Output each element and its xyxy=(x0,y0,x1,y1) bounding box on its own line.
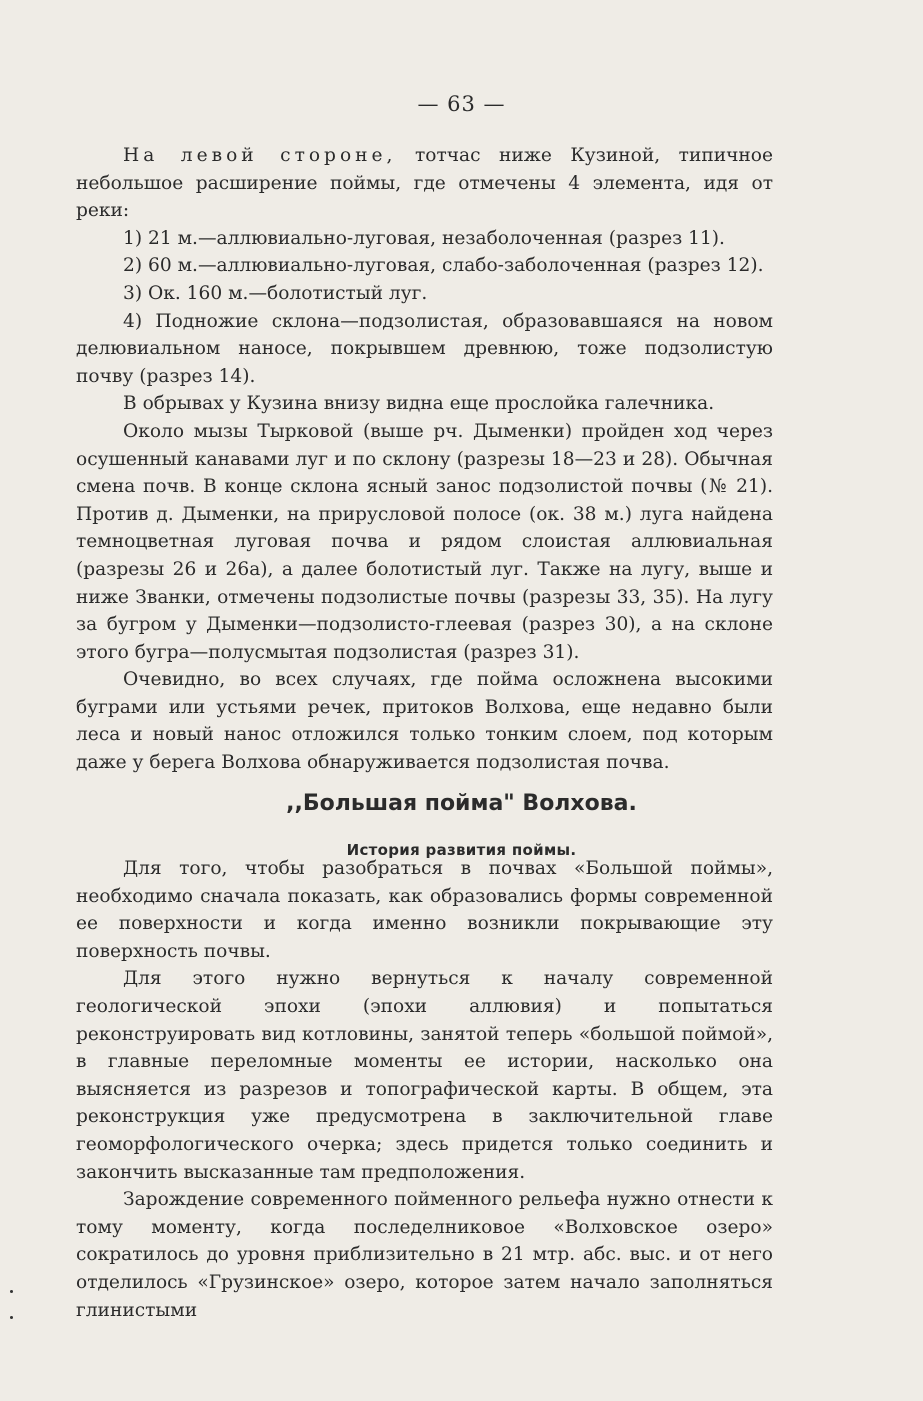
spaced-emphasis: На левой стороне, xyxy=(123,145,397,166)
paragraph xyxy=(76,142,773,225)
page-number: — 63 — xyxy=(417,92,506,116)
paragraph: Для этого нужно вернуться к началу современной геологической эпохи (эпохи аллювия) и попытаться реконструировать вид котловины, занятой теперь «большой поймой», в главные переломные моменты ее истории, насколько она выясняется из разрезов и топографической карты. В общем, эта реконструкция уже предусмотрена в заключительной главе геоморфологического очерка; здесь придется только соединить и закончить высказанные там предположения. xyxy=(76,968,773,1183)
section-subtitle: История развития поймы. xyxy=(346,841,577,859)
list-item: 1) 21 м.—аллювиально-луговая, незаболоченная (разрез 11). xyxy=(123,227,725,249)
list-item: 4) Подножие склона—подзолистая, образовавшаяся на новом делювиальном наносе, покрывшем древнюю, тоже подзолистую почву (разрез 14). xyxy=(76,310,773,387)
paragraph-text: тотчас ниже Кузиной, типичное небольшое расширение поймы, где отмечены 4 элемента, идя от реки: xyxy=(76,145,774,222)
text-block-upper xyxy=(76,142,773,777)
section-title: ,,Большая пойма" Волхова. xyxy=(286,791,637,816)
paragraph: Около мызы Тырковой (выше рч. Дыменки) пройден ход через осушенный канавами луг и по склону (разрезы 18—23 и 28). Обычная смена почв. В конце склона ясный занос подзолистой почвы (№ 21). Против д. Дыменки, на прирусловой полосе (ок. 38 м.) луга найдена темноцветная луговая почва и рядом слоистая аллювиальная (разрезы 26 и 26а), а далее болотистый луг. Также на лугу, выше и ниже Званки, отмечены подзолистые почвы (разрезы 33, 35). На лугу за бугром у Дыменки—подзолисто-глеевая (разрез 30), а на склоне этого бугра—полусмытая подзолистая (разрез 31). xyxy=(76,420,773,663)
paragraph: Для того, чтобы разобраться в почвах «Большой поймы», необходимо сначала показать, как образовались формы современной ее поверхности и когда именно возникли покрывающие эту поверхность почвы. xyxy=(76,858,773,962)
paragraph: В обрывах у Кузина внизу видна еще прослойка галечника. xyxy=(123,393,715,415)
text-block-lower xyxy=(76,855,773,1324)
paragraph: Зарождение современного пойменного рельефа нужно отнести к тому моменту, когда последелниковое «Волховское озеро» сократилось до уровня приблизительно в 21 мтр. абс. выс. и от него отделилось «Грузинское» озеро, которое затем начало заполняться глинистыми xyxy=(76,1189,773,1321)
gutter-speck xyxy=(10,1316,13,1319)
list-item: 3) Ок. 160 м.—болотистый луг. xyxy=(123,282,428,304)
paragraph: Очевидно, во всех случаях, где пойма осложнена высокими буграми или устьями речек, притоков Волхова, еще недавно были леса и новый нанос отложился только тонким слоем, под которым даже у берега Волхова обнаруживается подзолистая почва. xyxy=(76,669,773,774)
gutter-speck xyxy=(10,1290,13,1293)
list-item: 2) 60 м.—аллювиально-луговая, слабо-заболоченная (разрез 12). xyxy=(123,255,764,277)
